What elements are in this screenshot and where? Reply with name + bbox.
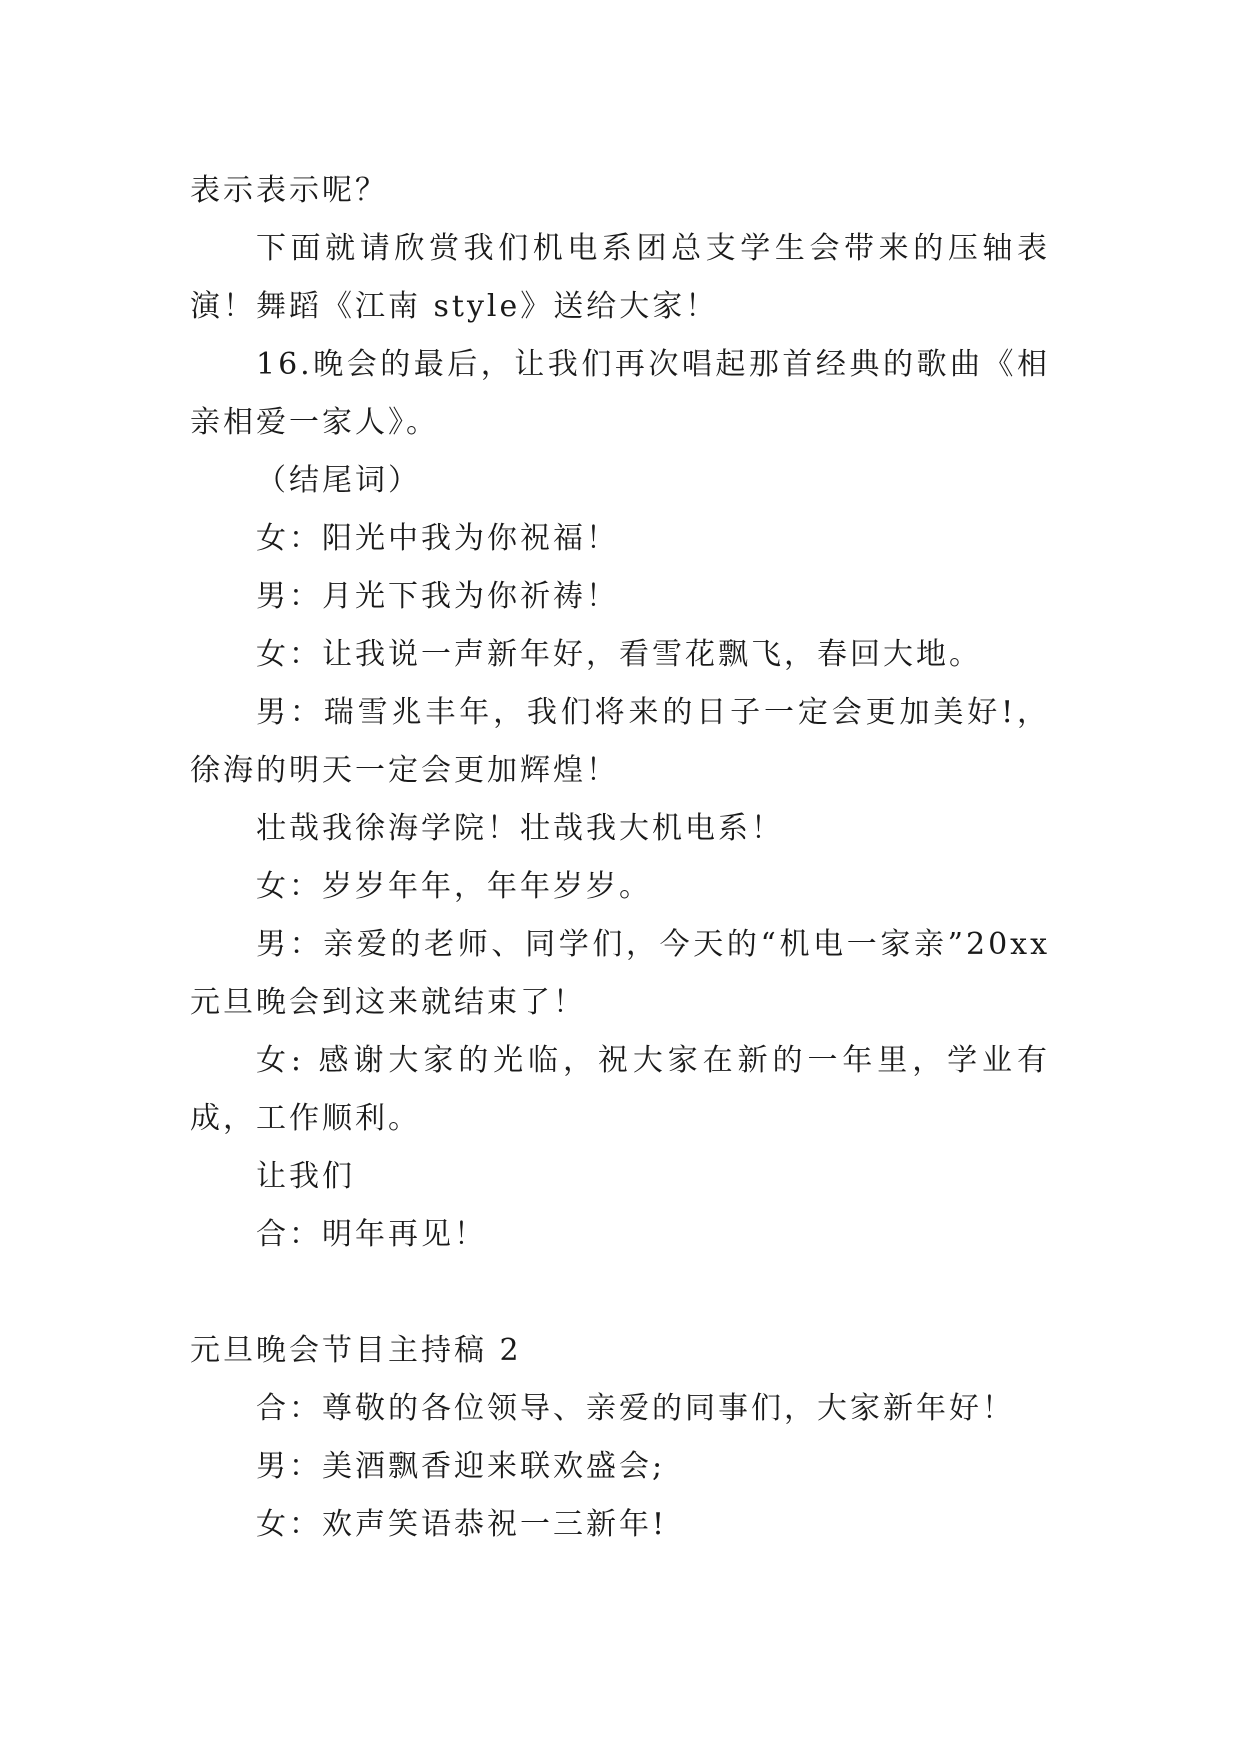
paragraph-dialogue: 女: 感谢大家的光临，祝大家在新的一年里，学业有成，工作顺利。: [190, 1043, 1050, 1136]
paragraph-dialogue: 让我们: [256, 1159, 355, 1194]
paragraph-dialogue: 合：明年再见！: [256, 1217, 487, 1252]
paragraph-dialogue: 男：美酒飘香迎来联欢盛会;: [256, 1449, 666, 1484]
document-body: [190, 162, 1050, 1554]
section-spacer: [190, 1264, 1050, 1322]
paragraph-closing-heading: （结尾词）: [256, 463, 421, 498]
paragraph-dialogue: 女：阳光中我为你祝福！: [256, 521, 619, 556]
paragraph-finale-performance: 下面就请欣赏我们机电系团总支学生会带来的压轴表演！舞蹈《江南 style》送给大家！: [190, 231, 1050, 324]
paragraph-item-16: 16.晚会的最后，让我们再次唱起那首经典的歌曲《相亲相爱一家人》。: [190, 347, 1050, 440]
paragraph-dialogue: 女：欢声笑语恭祝一三新年!: [256, 1507, 668, 1542]
section-title: 元旦晚会节目主持稿 2: [190, 1333, 522, 1368]
paragraph-question-line: 表示表示呢？: [190, 173, 388, 208]
paragraph-dialogue: 女：让我说一声新年好，看雪花飘飞，春回大地。: [256, 637, 982, 672]
paragraph-dialogue: 男：瑞雪兆丰年，我们将来的日子一定会更加美好!，徐海的明天一定会更加辉煌！: [190, 695, 1050, 788]
paragraph-dialogue: 合：尊敬的各位领导、亲爱的同事们，大家新年好！: [256, 1391, 1015, 1426]
paragraph-dialogue: 女：岁岁年年，年年岁岁。: [256, 869, 652, 904]
paragraph-dialogue: 壮哉我徐海学院！壮哉我大机电系！: [256, 811, 784, 846]
paragraph-dialogue: 男：亲爱的老师、同学们，今天的“机电一家亲”20xx元旦晚会到这来就结束了！: [190, 927, 1050, 1020]
paragraph-dialogue: 男：月光下我为你祈祷！: [256, 579, 619, 614]
